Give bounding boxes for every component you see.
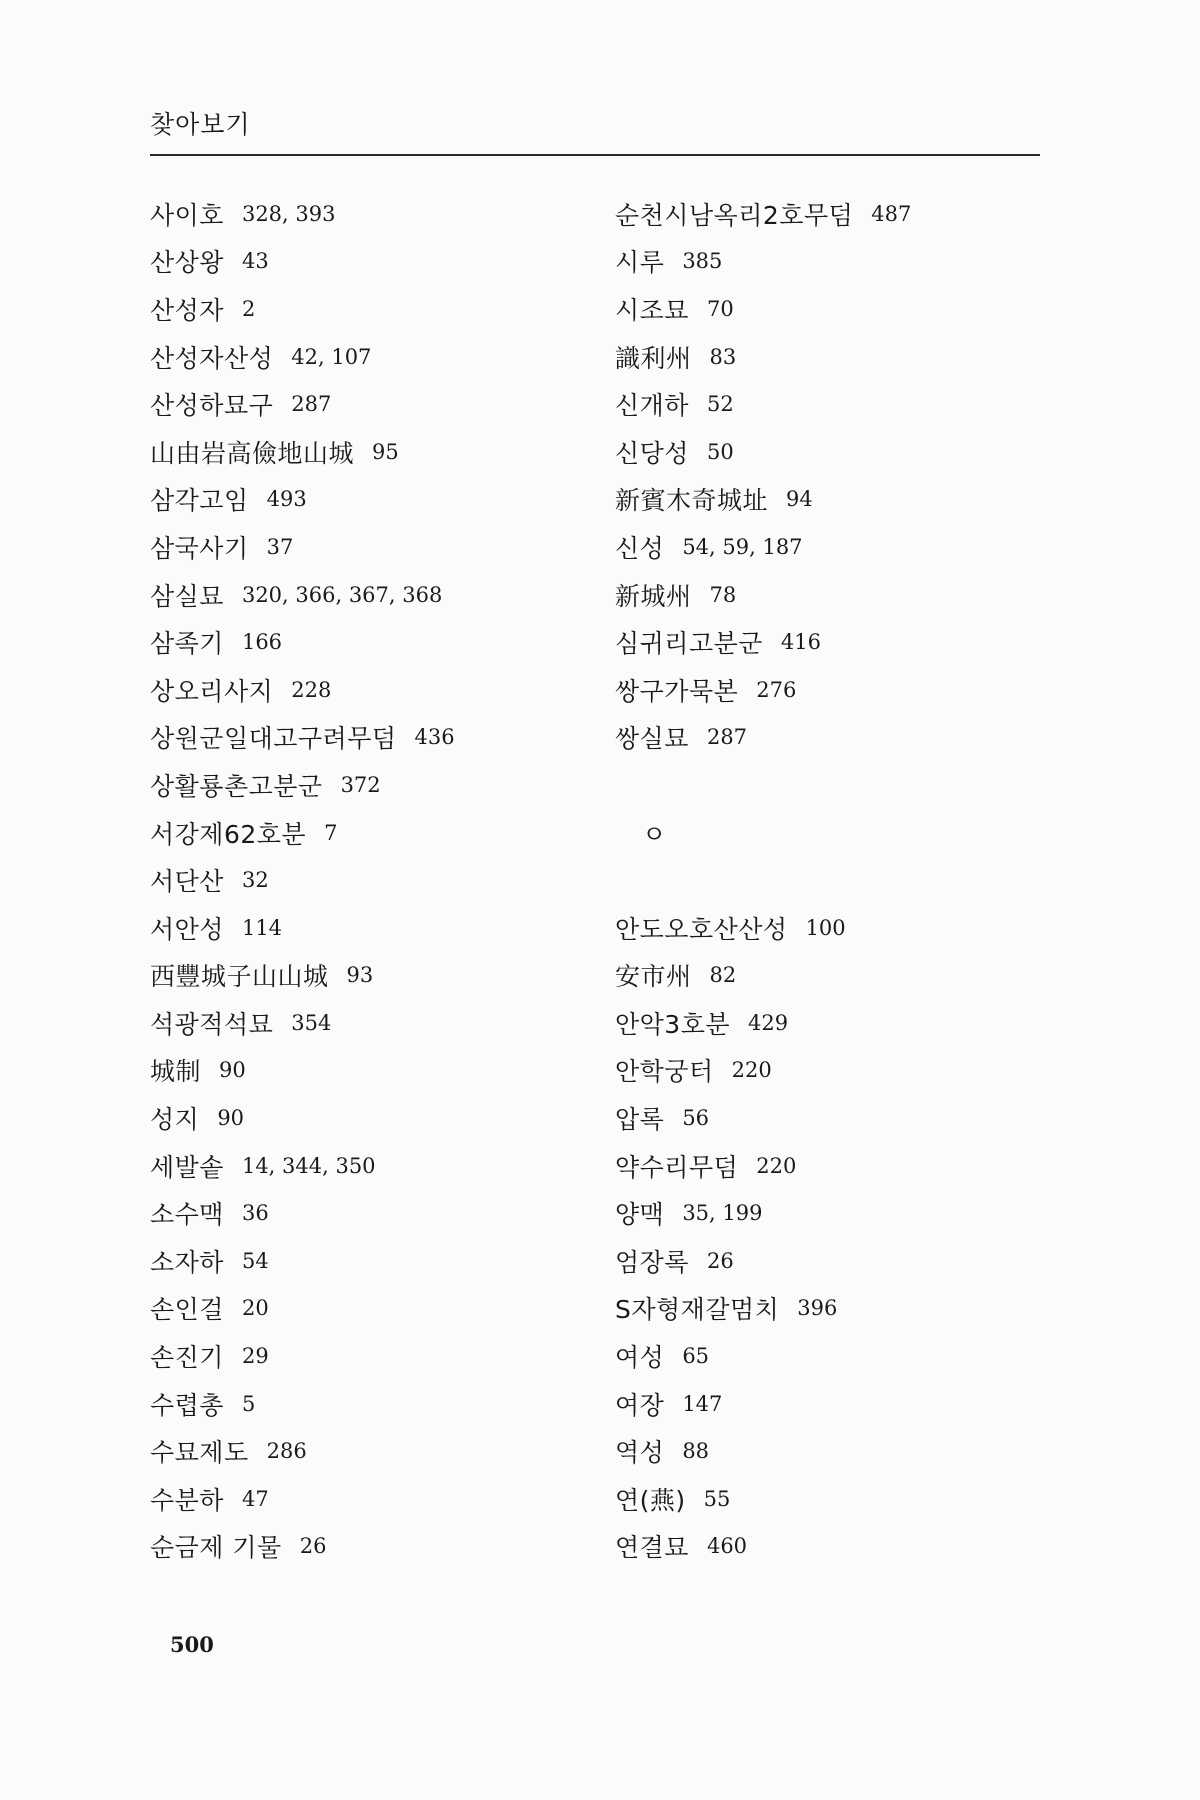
index-page-refs: 65 — [682, 1344, 710, 1369]
index-term: 세발솥 — [150, 1152, 224, 1182]
index-term: S자형재갈멈치 — [615, 1295, 780, 1325]
index-entry — [150, 856, 590, 904]
index-term: 손진기 — [150, 1343, 224, 1373]
header-divider — [150, 154, 1040, 156]
index-page-refs: 416 — [780, 630, 821, 655]
index-entry — [150, 1475, 590, 1523]
index-term: 安市州 — [615, 962, 692, 992]
index-term: 상오리사지 — [150, 676, 274, 706]
index-entry — [150, 523, 590, 571]
index-entry — [615, 618, 1040, 666]
index-entry — [150, 618, 590, 666]
index-term: 연결묘 — [615, 1533, 689, 1563]
index-term: 엄장록 — [615, 1247, 689, 1277]
index-entry — [615, 952, 1040, 1000]
index-page-refs: 35, 199 — [682, 1201, 763, 1226]
index-page-refs: 26 — [706, 1248, 734, 1273]
index-entry — [150, 476, 590, 524]
index-term: 수렵총 — [150, 1390, 224, 1420]
index-entry — [150, 1523, 590, 1571]
index-entry — [150, 571, 590, 619]
index-page-refs: 20 — [241, 1296, 269, 1321]
index-entry — [150, 380, 590, 428]
index-page-refs: 70 — [706, 296, 734, 321]
index-entry — [615, 1523, 1040, 1571]
index-entry — [150, 1332, 590, 1380]
index-term: 山由岩高儉地山城 — [150, 438, 355, 468]
index-page-refs: 372 — [340, 772, 381, 797]
index-page-refs: 37 — [266, 534, 294, 559]
index-term: 시루 — [615, 248, 665, 278]
index-term: 산성자산성 — [150, 343, 274, 373]
index-page-refs: 83 — [709, 344, 737, 369]
index-page-refs: 90 — [219, 1058, 246, 1083]
index-term: 여성 — [615, 1343, 665, 1373]
index-page-refs: 2 — [241, 296, 256, 321]
index-entry — [615, 380, 1040, 428]
index-entry — [150, 809, 590, 857]
index-term: 압록 — [615, 1105, 665, 1135]
index-term: 역성 — [615, 1438, 665, 1468]
index-page-refs: 429 — [748, 1010, 789, 1035]
index-page-refs: 54 — [241, 1248, 269, 1273]
index-page-refs: 26 — [299, 1534, 327, 1559]
index-term: 서단산 — [150, 867, 224, 897]
index-entry — [150, 1285, 590, 1333]
page-title: 찾아보기 — [150, 110, 251, 139]
index-entry — [615, 1332, 1040, 1380]
index-term: 삼족기 — [150, 629, 224, 659]
index-entry — [150, 666, 590, 714]
index-page-refs: 460 — [706, 1534, 748, 1559]
index-page-refs: 276 — [756, 677, 797, 702]
index-page-refs: 220 — [756, 1153, 797, 1178]
index-term: 소자하 — [150, 1247, 224, 1277]
index-term: 상원군일대고구려무덤 — [150, 724, 397, 754]
index-term: 城制 — [150, 1057, 202, 1087]
index-term: 신성 — [615, 533, 665, 563]
index-term: 심귀리고분군 — [615, 629, 763, 659]
index-entry — [150, 1380, 590, 1428]
index-term: 상활룡촌고분군 — [150, 771, 323, 801]
section-spacer — [615, 761, 1040, 809]
index-term: 안학궁터 — [615, 1057, 714, 1087]
index-term: 여장 — [615, 1390, 665, 1420]
index-term: 양맥 — [615, 1200, 665, 1230]
index-page-refs: 228 — [291, 677, 332, 702]
index-page-refs: 50 — [706, 439, 734, 464]
index-page-refs: 56 — [682, 1106, 710, 1131]
index-entry — [615, 666, 1040, 714]
index-page-refs: 93 — [346, 963, 374, 988]
index-page-refs: 78 — [709, 582, 737, 607]
index-page-refs: 94 — [786, 487, 813, 512]
index-entry — [150, 190, 590, 238]
index-page-refs: 396 — [797, 1296, 838, 1321]
index-term: 소수맥 — [150, 1200, 224, 1230]
index-page-refs: 42, 107 — [291, 344, 372, 369]
page-number: 500 — [170, 1632, 214, 1657]
index-term: 수분하 — [150, 1485, 224, 1515]
index-term: 삼실묘 — [150, 581, 224, 611]
index-term: 識利州 — [615, 343, 692, 373]
index-page-refs: 36 — [241, 1201, 269, 1226]
index-page-refs: 47 — [241, 1486, 269, 1511]
page-header — [150, 108, 1040, 158]
index-entry — [150, 999, 590, 1047]
index-page-refs: 5 — [241, 1391, 256, 1416]
index-page-refs: 32 — [241, 868, 269, 893]
index-entry — [615, 523, 1040, 571]
index-entry — [615, 571, 1040, 619]
index-term: 西豐城子山山城 — [150, 962, 329, 992]
index-page-refs: 287 — [706, 725, 748, 750]
index-entry — [150, 1047, 590, 1095]
index-term: 신개하 — [615, 391, 689, 421]
index-page-refs: 487 — [871, 201, 912, 226]
index-page-refs: 88 — [682, 1439, 710, 1464]
index-entry — [615, 333, 1040, 381]
index-page-refs: 7 — [324, 820, 338, 845]
index-term: 신당성 — [615, 438, 689, 468]
index-term: 순천시남옥리2호무덤 — [615, 200, 854, 230]
index-entry — [150, 285, 590, 333]
index-page-refs: 95 — [372, 439, 399, 464]
index-term: 삼각고임 — [150, 486, 249, 516]
index-entry — [150, 761, 590, 809]
index-entry — [615, 1285, 1040, 1333]
index-term: 新城州 — [615, 581, 692, 611]
index-entry — [615, 190, 1040, 238]
index-term: 新賓木奇城址 — [615, 486, 769, 516]
section-spacer — [615, 856, 1040, 904]
index-term: 삼국사기 — [150, 533, 249, 563]
index-page-refs: 286 — [266, 1439, 307, 1464]
index-entry — [150, 238, 590, 286]
index-term: 안도오호산산성 — [615, 914, 788, 944]
index-page-refs: 320, 366, 367, 368 — [241, 582, 443, 607]
index-term: 산성하묘구 — [150, 391, 274, 421]
index-term: 연(燕) — [615, 1485, 686, 1515]
index-term: 산상왕 — [150, 248, 224, 278]
index-entry — [615, 1047, 1040, 1095]
index-entry — [615, 1142, 1040, 1190]
index-entry — [615, 999, 1040, 1047]
index-page-refs: 14, 344, 350 — [241, 1153, 376, 1178]
index-entry — [150, 428, 590, 476]
index-page-refs: 55 — [703, 1486, 731, 1511]
index-page-refs: 43 — [241, 249, 269, 274]
index-page-refs: 287 — [291, 392, 332, 417]
index-term: 순금제 기물 — [150, 1533, 282, 1563]
index-page-refs: 54, 59, 187 — [682, 534, 803, 559]
section-heading: ㅇ — [642, 819, 667, 849]
index-term: 쌍구가묵본 — [615, 676, 739, 706]
index-page-refs: 114 — [241, 915, 283, 940]
index-term: 석광적석묘 — [150, 1009, 274, 1039]
index-entry — [615, 1380, 1040, 1428]
index-column-left — [150, 190, 590, 1570]
index-term: 약수리무덤 — [615, 1152, 739, 1182]
index-entry — [150, 1189, 590, 1237]
index-entry — [150, 1237, 590, 1285]
index-entry — [615, 1189, 1040, 1237]
index-page-refs: 90 — [217, 1106, 245, 1131]
index-column-right — [615, 190, 1040, 1570]
index-entry — [615, 904, 1040, 952]
index-entry — [150, 952, 590, 1000]
index-page-refs: 29 — [241, 1344, 269, 1369]
index-page-refs: 82 — [709, 963, 737, 988]
index-entry — [150, 1094, 590, 1142]
index-page-refs: 354 — [291, 1010, 332, 1035]
index-term: 산성자 — [150, 295, 224, 325]
index-entry — [150, 1142, 590, 1190]
index-entry — [150, 1427, 590, 1475]
index-entry — [615, 238, 1040, 286]
index-page-refs: 166 — [241, 630, 283, 655]
index-entry — [150, 904, 590, 952]
index-entry — [150, 714, 590, 762]
index-term: 시조묘 — [615, 295, 689, 325]
index-term: 성지 — [150, 1105, 200, 1135]
index-page-refs: 328, 393 — [241, 201, 336, 226]
index-term: 수묘제도 — [150, 1438, 249, 1468]
index-entry — [615, 285, 1040, 333]
index-entry — [615, 1475, 1040, 1523]
index-page-refs: 385 — [682, 249, 723, 274]
index-term: 서안성 — [150, 914, 224, 944]
index-entry — [615, 1427, 1040, 1475]
index-term: 손인걸 — [150, 1295, 224, 1325]
index-page-refs: 52 — [706, 392, 734, 417]
index-entry — [615, 1237, 1040, 1285]
index-page-refs: 436 — [414, 725, 455, 750]
index-entry — [615, 476, 1040, 524]
index-entry — [615, 714, 1040, 762]
index-term: 서강제62호분 — [150, 819, 307, 849]
index-term: 쌍실묘 — [615, 724, 689, 754]
index-page-refs: 100 — [805, 915, 846, 940]
index-page-refs: 220 — [731, 1058, 772, 1083]
index-page-refs: 493 — [266, 487, 307, 512]
index-entry — [150, 333, 590, 381]
index-entry — [615, 428, 1040, 476]
index-entry — [615, 1094, 1040, 1142]
index-term: 사이호 — [150, 200, 224, 230]
index-term: 안악3호분 — [615, 1009, 731, 1039]
index-page-refs: 147 — [682, 1391, 723, 1416]
